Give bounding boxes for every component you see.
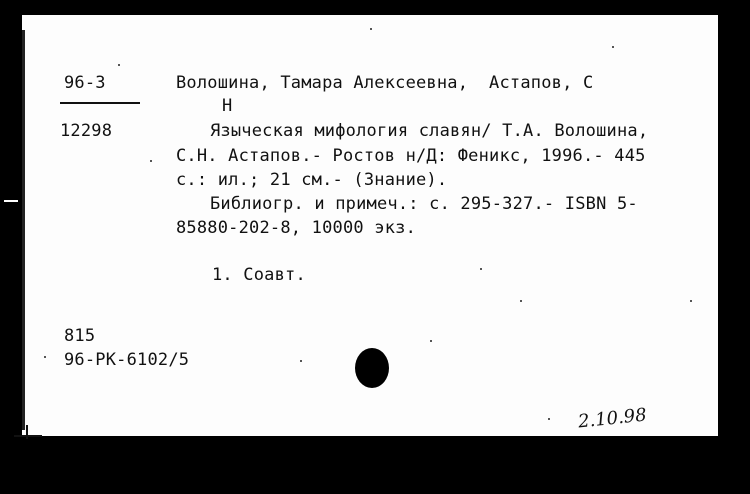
record-id: 96-PK-6102/5 [64, 350, 190, 370]
speck [612, 46, 614, 48]
corner-mark [14, 435, 42, 437]
speck [118, 64, 120, 66]
notes-line-2: 85880-202-8, 10000 экз. [176, 218, 417, 238]
author-heading-continued: Н [222, 96, 233, 116]
accession-number: 12298 [60, 121, 113, 141]
speck [44, 356, 46, 358]
class-code: 815 [64, 326, 96, 346]
speck [300, 360, 302, 362]
title-line-2: С.Н. Астапов.- Ростов н/Д: Феникс, 1996.- 445 [176, 146, 646, 166]
speck [548, 418, 550, 420]
divider-line [60, 102, 140, 104]
notes-line-1: Библиогр. и примеч.: с. 295-327.- ISBN 5- [210, 194, 638, 214]
scan-mark [4, 200, 18, 202]
author-heading: Волошина, Тамара Алексеевна, Астапов, С [176, 73, 594, 93]
title-line-1: Языческая мифология славян/ Т.А. Волошина, [210, 121, 649, 141]
speck [480, 268, 482, 270]
speck [150, 160, 152, 162]
subject-entry: 1. Соавт. [212, 265, 306, 285]
call-number: 96-3 [64, 73, 106, 93]
speck [370, 28, 372, 30]
speck [520, 300, 522, 302]
handwritten-date: 2.10.98 [577, 404, 648, 433]
punch-hole [355, 348, 389, 388]
title-line-3: с.: ил.; 21 см.- (Знание). [176, 170, 448, 190]
card-edge [22, 30, 25, 430]
corner-mark-vertical [26, 425, 28, 439]
speck [430, 340, 432, 342]
speck [690, 300, 692, 302]
